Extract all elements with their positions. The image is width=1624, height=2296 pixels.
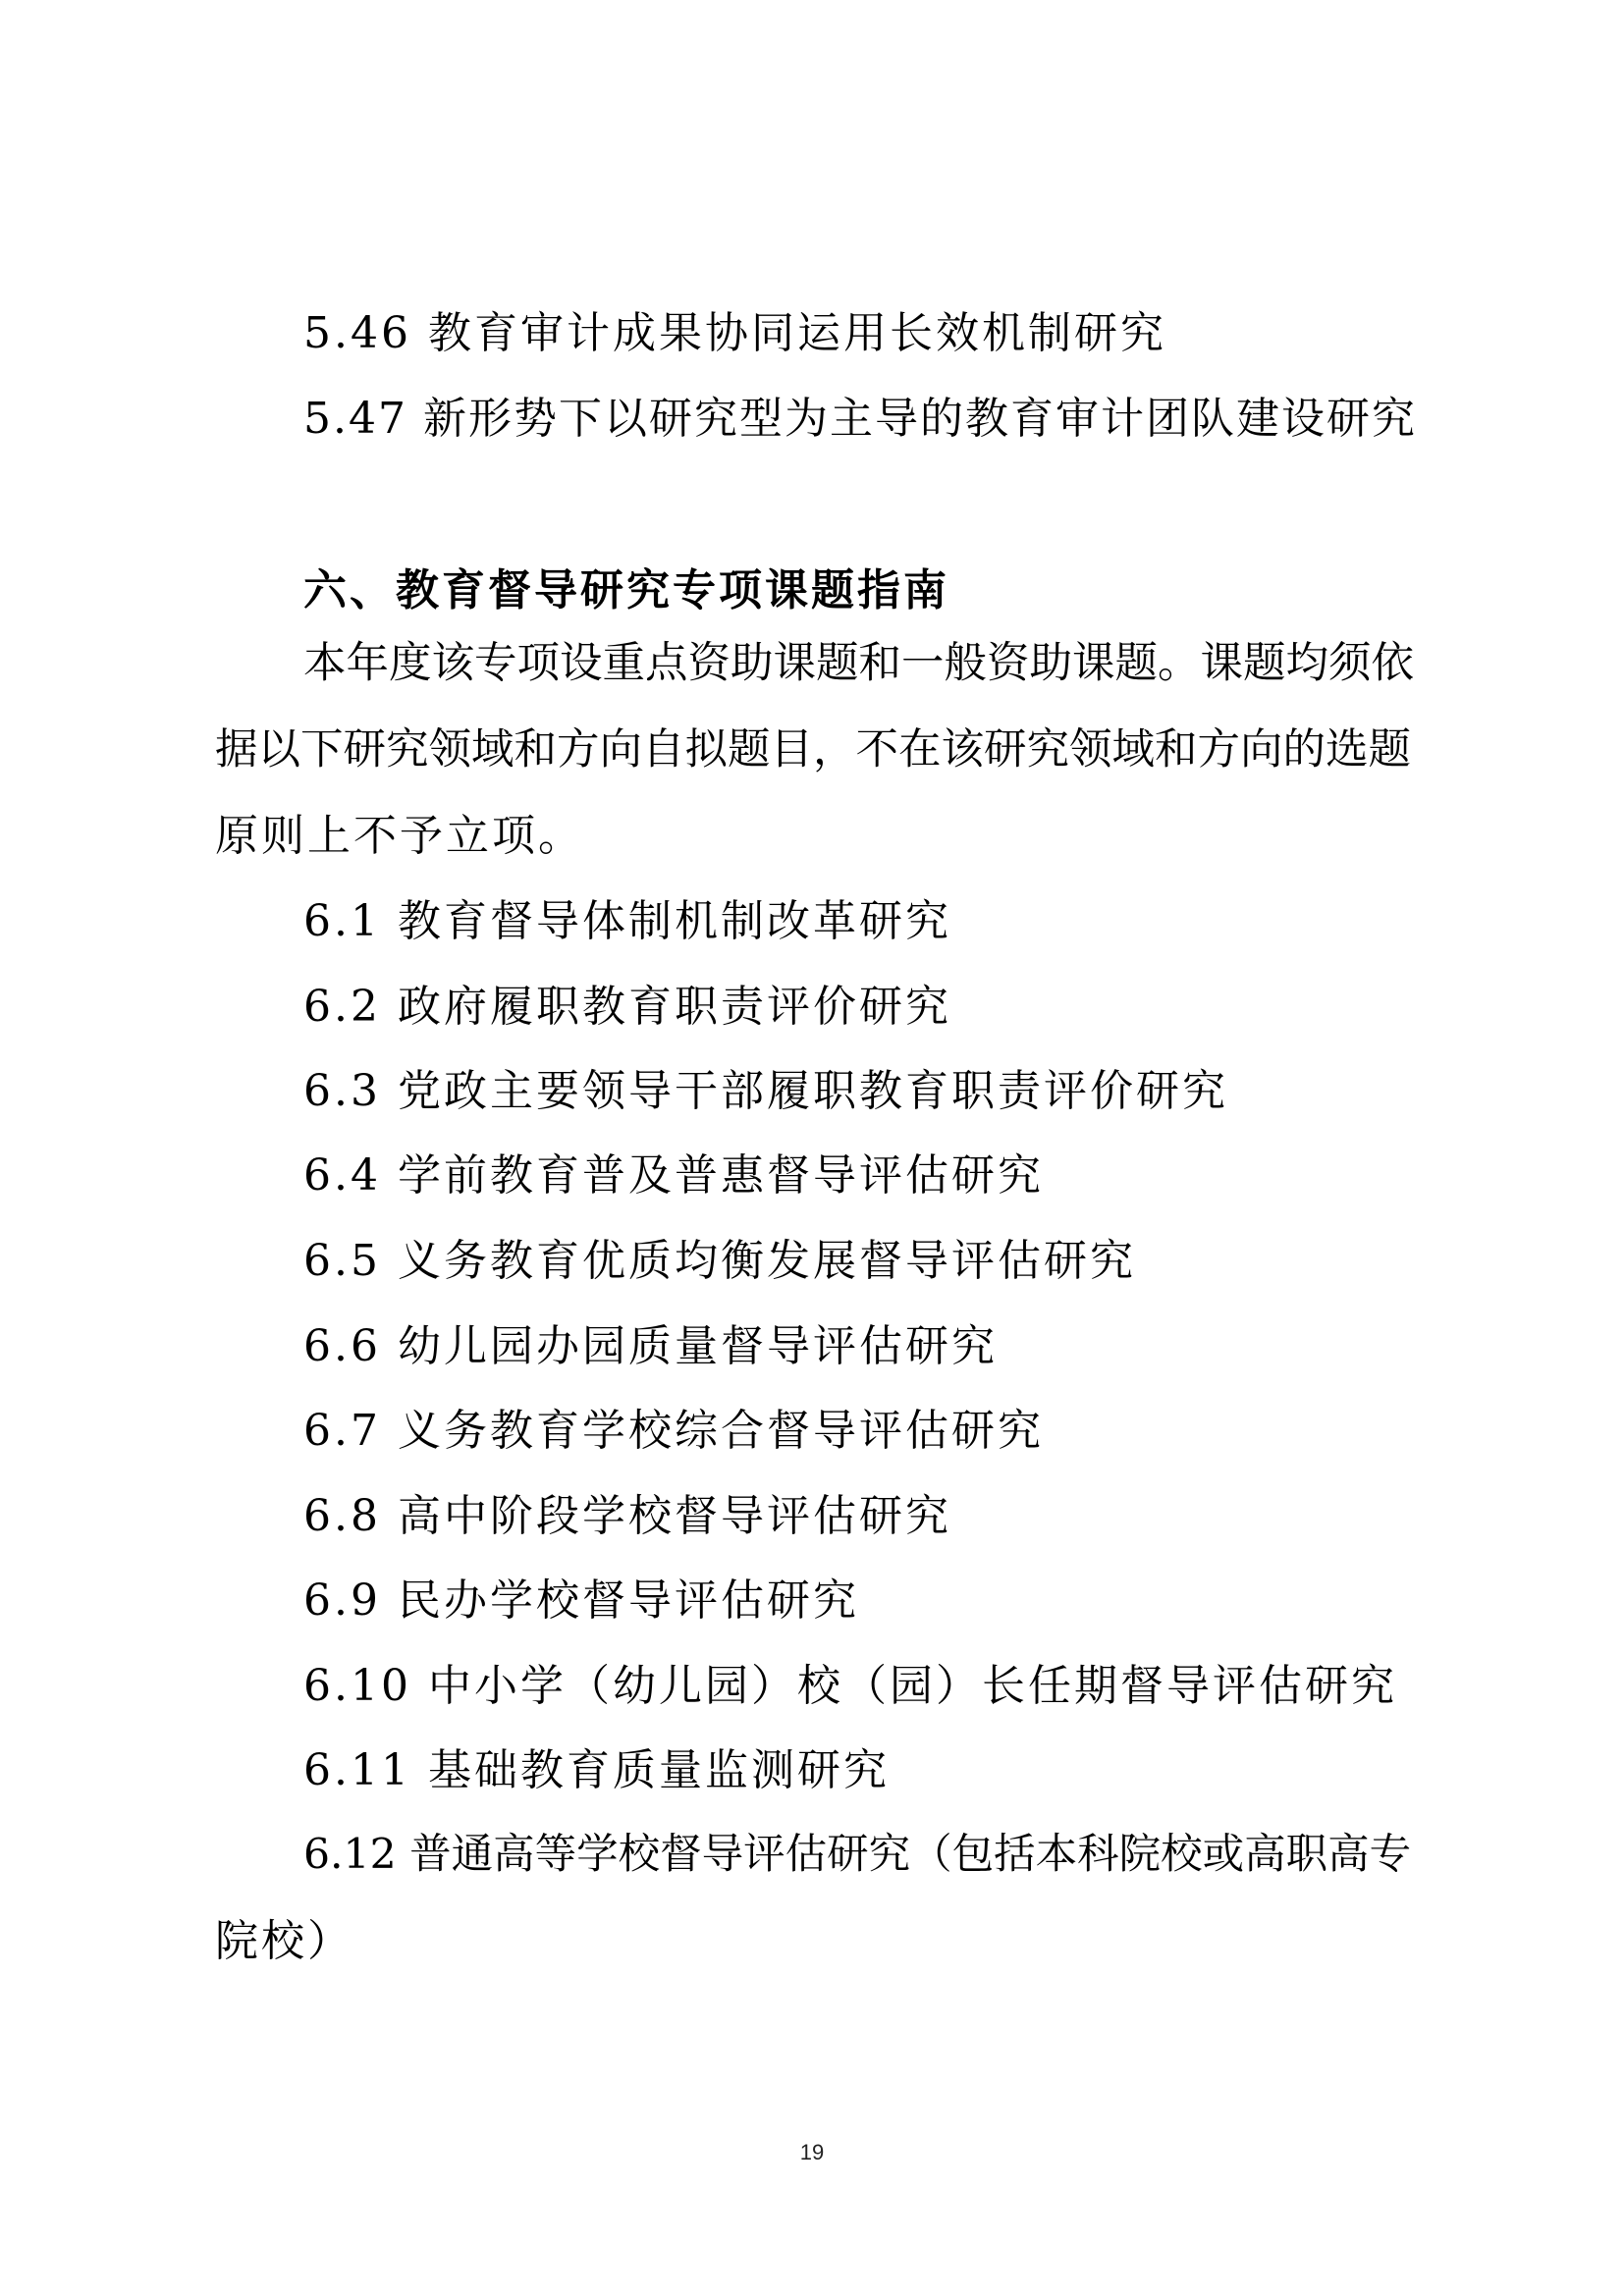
- item-6-7: 6.7 义务教育学校综合督导评估研究: [303, 1406, 1044, 1456]
- item-6-11: 6.11 基础教育质量监测研究: [303, 1745, 890, 1795]
- item-6-9: 6.9 民办学校督导评估研究: [303, 1575, 859, 1626]
- item-6-1: 6.1 教育督导体制机制改革研究: [303, 896, 951, 946]
- item-5-47: 5.47 新形势下以研究型为主导的教育审计团队建设研究: [303, 394, 1417, 444]
- item-6-6: 6.6 幼儿园办园质量督导评估研究: [303, 1321, 998, 1371]
- section-6-heading: 六、教育督导研究专项课题指南: [303, 565, 949, 615]
- page-number: 19: [799, 2140, 825, 2164]
- intro-line-3: 原则上不予立项。: [215, 811, 584, 861]
- item-6-3: 6.3 党政主要领导干部履职教育职责评价研究: [303, 1066, 1228, 1116]
- intro-line-2: 据以下研究领域和方向自拟题目，不在该研究领域和方向的选题: [215, 725, 1411, 774]
- item-6-8: 6.8 高中阶段学校督导评估研究: [303, 1491, 951, 1541]
- item-6-2: 6.2 政府履职教育职责评价研究: [303, 982, 951, 1032]
- item-5-46: 5.46 教育审计成果协同运用长效机制研究: [303, 308, 1166, 358]
- item-6-4: 6.4 学前教育普及普惠督导评估研究: [303, 1150, 1044, 1201]
- intro-line-1: 本年度该专项设重点资助课题和一般资助课题。课题均须依: [303, 639, 1414, 688]
- item-6-12: 6.12 普通高等学校督导评估研究（包括本科院校或高职高专: [303, 1831, 1412, 1879]
- item-6-10: 6.10 中小学（幼儿园）校（园）长任期督导评估研究: [303, 1661, 1397, 1711]
- item-6-5: 6.5 义务教育优质均衡发展督导评估研究: [303, 1236, 1136, 1286]
- item-6-12-continuation: 院校）: [215, 1916, 353, 1966]
